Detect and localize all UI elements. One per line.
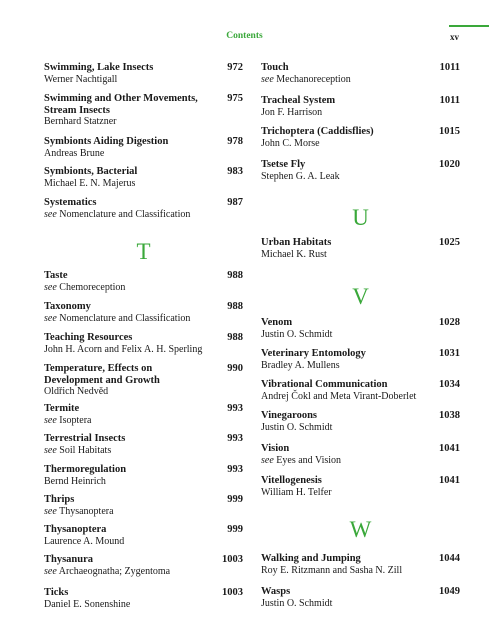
- toc-entry[interactable]: [44, 554, 243, 577]
- entry-page-number: 993: [227, 433, 243, 444]
- section-letter-t: T: [136, 239, 151, 264]
- entry-title[interactable]: Thysanoptera: [44, 524, 107, 535]
- entry-author: [261, 391, 460, 403]
- entry-author: [261, 107, 460, 119]
- entry-page-number: 972: [227, 62, 243, 73]
- entry-title[interactable]: Thrips: [44, 494, 75, 505]
- author-name: John C. Morse: [261, 137, 320, 149]
- entry-page-number: 993: [227, 403, 243, 414]
- entry-author: [261, 565, 460, 577]
- author-name: Bernd Heinrich: [44, 475, 106, 487]
- see-label: see: [44, 281, 57, 293]
- toc-entry[interactable]: [44, 166, 243, 189]
- see-label: see: [44, 444, 57, 456]
- toc-entry[interactable]: [261, 317, 460, 340]
- entry-page-number: 1041: [439, 475, 460, 486]
- toc-entry[interactable]: [44, 301, 243, 324]
- entry-page-number: 999: [227, 524, 243, 535]
- toc-entry[interactable]: [261, 348, 460, 371]
- toc-entry[interactable]: [44, 433, 243, 456]
- cross-reference-target: Mechanoreception: [276, 73, 351, 85]
- entry-title[interactable]: Systematics: [44, 197, 97, 208]
- section-letter-u: U: [352, 205, 369, 230]
- entry-author: [261, 598, 460, 610]
- author-name: Stephen G. A. Leak: [261, 170, 340, 182]
- toc-entry[interactable]: [44, 524, 243, 547]
- entry-title[interactable]: Vinegaroons: [261, 410, 318, 421]
- entry-page-number: 988: [227, 332, 243, 343]
- entry-cross-reference: [44, 209, 243, 221]
- entry-title[interactable]: Temperature, Effects on Development and Growth: [44, 363, 160, 386]
- entry-author: [44, 599, 243, 611]
- entry-title[interactable]: Thysanura: [44, 554, 94, 565]
- author-name: Oldřich Nedvěd: [44, 386, 109, 397]
- entry-title[interactable]: Venom: [261, 317, 293, 328]
- entry-page-number: 1003: [222, 554, 243, 565]
- toc-entry[interactable]: [261, 586, 460, 609]
- author-name: Michael K. Rust: [261, 248, 327, 260]
- entry-page-number: 975: [227, 93, 243, 104]
- entry-title[interactable]: Vision: [261, 443, 290, 454]
- entry-title[interactable]: Veterinary Entomology: [261, 348, 366, 359]
- cross-reference-target: Thysanoptera: [59, 505, 114, 517]
- page-header-title: Contents: [226, 31, 263, 41]
- entry-cross-reference: [261, 74, 460, 86]
- entry-page-number: 978: [227, 136, 243, 147]
- toc-entry[interactable]: [261, 553, 460, 576]
- toc-entry[interactable]: [261, 443, 460, 466]
- author-name: Laurence A. Mound: [44, 535, 125, 547]
- entry-page-number: 999: [227, 494, 243, 505]
- entry-author: [44, 386, 243, 398]
- toc-entry[interactable]: [261, 475, 460, 498]
- entry-title[interactable]: Teaching Resources: [44, 332, 133, 343]
- author-name: Daniel E. Sonenshine: [44, 598, 131, 610]
- author-name: John H. Acorn and Felix A. H. Sperling: [44, 343, 203, 355]
- entry-title[interactable]: Vitellogenesis: [261, 475, 322, 486]
- entry-title[interactable]: Taxonomy: [44, 301, 91, 312]
- toc-entry[interactable]: [261, 237, 460, 260]
- entry-title[interactable]: Terrestrial Insects: [44, 433, 126, 444]
- entry-page-number: 1031: [439, 348, 460, 359]
- entry-title[interactable]: Trichoptera (Caddisflies): [261, 126, 374, 137]
- author-name: Justin O. Schmidt: [261, 328, 333, 340]
- entry-cross-reference: [44, 415, 243, 427]
- page-number: xv: [450, 32, 459, 42]
- entry-author: [44, 178, 243, 190]
- cross-reference-target: Nomenclature and Classification: [59, 312, 191, 324]
- entry-author: [261, 249, 460, 261]
- entry-page-number: 1038: [439, 410, 460, 421]
- entry-title[interactable]: Swimming and Other Movements, Stream Insects: [44, 93, 198, 116]
- cross-reference-target: Chemoreception: [59, 281, 126, 293]
- toc-entry[interactable]: [261, 379, 460, 402]
- author-name: Andreas Brune: [44, 147, 105, 159]
- entry-page-number: 1011: [439, 95, 460, 106]
- toc-entry[interactable]: [261, 126, 460, 149]
- author-name: William H. Telfer: [261, 486, 332, 498]
- toc-entry[interactable]: [44, 93, 243, 128]
- author-name: Justin O. Schmidt: [261, 597, 333, 609]
- see-label: see: [261, 454, 274, 466]
- entry-cross-reference: [44, 445, 243, 457]
- entry-page-number: 1049: [439, 586, 460, 597]
- entry-title[interactable]: Touch: [261, 62, 289, 73]
- entry-author: [44, 536, 243, 548]
- see-label: see: [44, 208, 57, 220]
- author-name: Bradley A. Mullens: [261, 359, 340, 371]
- entry-title[interactable]: Thermoregulation: [44, 464, 127, 475]
- entry-title[interactable]: Urban Habitats: [261, 237, 332, 248]
- entry-cross-reference: [261, 455, 460, 467]
- toc-entry[interactable]: [44, 136, 243, 159]
- author-name: Andrej Čokl and Meta Virant-Doberlet: [261, 390, 417, 402]
- author-name: Roy E. Ritzmann and Sasha N. Zill: [261, 564, 403, 576]
- section-letter-w: W: [349, 517, 372, 542]
- entry-title[interactable]: Termite: [44, 403, 80, 414]
- entry-author: [261, 171, 460, 183]
- cross-reference-target: Isoptera: [59, 414, 92, 426]
- cross-reference-target: Eyes and Vision: [276, 454, 342, 466]
- see-label: see: [44, 414, 57, 426]
- toc-entry[interactable]: [44, 464, 243, 487]
- entry-author: [44, 116, 243, 128]
- entry-title[interactable]: Swimming, Lake Insects: [44, 62, 154, 73]
- toc-entry[interactable]: [261, 95, 460, 118]
- entry-author: [261, 360, 460, 372]
- entry-author: [44, 148, 243, 160]
- entry-page-number: 988: [227, 301, 243, 312]
- toc-entry[interactable]: [44, 197, 243, 220]
- toc-entry[interactable]: [44, 270, 243, 293]
- entry-title[interactable]: Tsetse Fly: [261, 159, 306, 170]
- toc-entry[interactable]: [261, 62, 460, 85]
- entry-title[interactable]: Walking and Jumping: [261, 553, 361, 564]
- entry-page-number: 993: [227, 464, 243, 475]
- entry-page-number: 983: [227, 166, 243, 177]
- entry-cross-reference: [44, 566, 243, 578]
- cross-reference-target: Nomenclature and Classification: [59, 208, 191, 220]
- see-label: see: [44, 312, 57, 324]
- see-label: see: [44, 505, 57, 517]
- entry-page-number: 1011: [439, 62, 460, 73]
- entry-title[interactable]: Ticks: [44, 587, 69, 598]
- entry-cross-reference: [44, 313, 243, 325]
- entry-title[interactable]: Wasps: [261, 586, 291, 597]
- entry-author: [261, 329, 460, 341]
- entry-author: [261, 487, 460, 499]
- toc-entry[interactable]: [44, 403, 243, 426]
- entry-page-number: 1044: [439, 553, 460, 564]
- entry-author: [44, 476, 243, 488]
- entry-page-number: 1041: [439, 443, 460, 454]
- entry-title[interactable]: Symbionts Aiding Digestion: [44, 136, 169, 147]
- cross-reference-target: Archaeognatha; Zygentoma: [58, 565, 171, 577]
- see-label: see: [44, 565, 57, 577]
- entry-author: [261, 422, 460, 434]
- entry-title[interactable]: Taste: [44, 270, 68, 281]
- author-name: Bernhard Statzner: [44, 116, 117, 127]
- entry-page-number: 1015: [439, 126, 460, 137]
- toc-entry[interactable]: [44, 363, 243, 398]
- entry-page-number: 1020: [439, 159, 460, 170]
- entry-page-number: 987: [227, 197, 243, 208]
- toc-entry[interactable]: [44, 494, 243, 517]
- author-name: Justin O. Schmidt: [261, 421, 333, 433]
- entry-cross-reference: [44, 282, 243, 294]
- entry-title[interactable]: Tracheal System: [261, 95, 336, 106]
- section-letter-v: V: [352, 284, 369, 309]
- toc-entry[interactable]: [44, 332, 243, 355]
- entry-title[interactable]: Symbionts, Bacterial: [44, 166, 138, 177]
- toc-entry[interactable]: [261, 159, 460, 182]
- see-label: see: [261, 73, 274, 85]
- entry-author: [261, 138, 460, 150]
- entry-cross-reference: [44, 506, 243, 518]
- author-name: Werner Nachtigall: [44, 73, 118, 85]
- entry-author: [44, 344, 243, 356]
- entry-page-number: 1003: [222, 587, 243, 598]
- entry-author: [44, 74, 243, 86]
- toc-entry[interactable]: [261, 410, 460, 433]
- entry-title[interactable]: Vibrational Communication: [261, 379, 388, 390]
- entry-page-number: 1034: [439, 379, 460, 390]
- header-rule: [449, 25, 489, 27]
- entry-page-number: 1028: [439, 317, 460, 328]
- toc-entry[interactable]: [44, 587, 243, 610]
- entry-page-number: 1025: [439, 237, 460, 248]
- toc-entry[interactable]: [44, 62, 243, 85]
- author-name: Jon F. Harrison: [261, 106, 323, 118]
- cross-reference-target: Soil Habitats: [59, 444, 112, 456]
- entry-page-number: 990: [227, 363, 243, 374]
- entry-page-number: 988: [227, 270, 243, 281]
- author-name: Michael E. N. Majerus: [44, 177, 136, 189]
